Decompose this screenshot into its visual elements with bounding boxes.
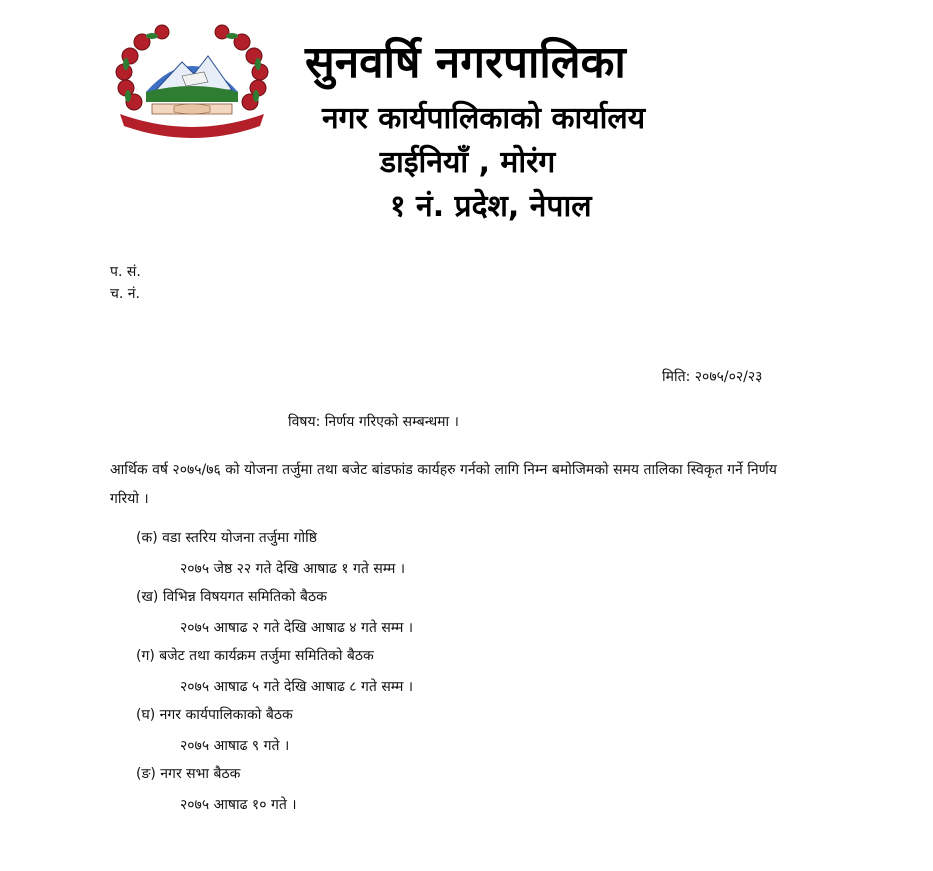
schedule-item — [136, 646, 736, 705]
province-line: १ नं. प्रदेश, नेपाल — [390, 189, 592, 224]
schedule-item-title: (ख) विभिन्न विषयगत समितिको बैठक — [136, 589, 327, 605]
letter-date: मिति: २०७५/०२/२३ — [662, 369, 763, 385]
office-location: डाईनियाँ , मोरंग — [380, 145, 556, 180]
schedule-item-title: (घ) नगर कार्यपालिकाको बैठक — [136, 707, 293, 723]
reference-number-label: प. सं. — [110, 264, 141, 280]
schedule-item-title: (ग) बजेट तथा कार्यक्रम तर्जुमा समितिको बैठक — [136, 648, 374, 664]
schedule-item — [136, 764, 736, 823]
office-name: नगर कार्यपालिकाको कार्यालय — [322, 101, 646, 136]
letter-body: आर्थिक वर्ष २०७५/७६ को योजना तर्जुमा तथा बजेट बांडफांड कार्यहरु गर्नको लागि निम्न बमोजिमको समय तालिका स्विकृत गर्ने निर्णय गरियो । — [110, 462, 777, 507]
letter-subject: विषय: निर्णय गरिएको सम्बन्धमा । — [288, 414, 459, 430]
schedule-item — [136, 587, 736, 646]
schedule-item-title: (क) वडा स्तरिय योजना तर्जुमा गोष्ठि — [136, 530, 318, 546]
schedule-item-date: २०७५ आषाढ २ गते देखि आषाढ ४ गते सम्म । — [180, 620, 414, 636]
schedule-list — [136, 528, 736, 823]
schedule-item-date: २०७५ जेष्ठ २२ गते देखि आषाढ १ गते सम्म । — [180, 561, 406, 577]
schedule-item — [136, 705, 736, 764]
schedule-item-date: २०७५ आषाढ १० गते । — [180, 797, 297, 813]
dispatch-number-label: च. नं. — [110, 286, 141, 302]
schedule-item-date: २०७५ आषाढ ५ गते देखि आषाढ ८ गते सम्म । — [180, 679, 414, 695]
schedule-item-date: २०७५ आषाढ ९ गते । — [180, 738, 290, 754]
nepal-emblem-logo — [112, 22, 272, 152]
municipality-name: सुनवर्षि नगरपालिका — [305, 37, 626, 88]
schedule-item-title: (ङ) नगर सभा बैठक — [136, 766, 241, 782]
schedule-item — [136, 528, 736, 587]
